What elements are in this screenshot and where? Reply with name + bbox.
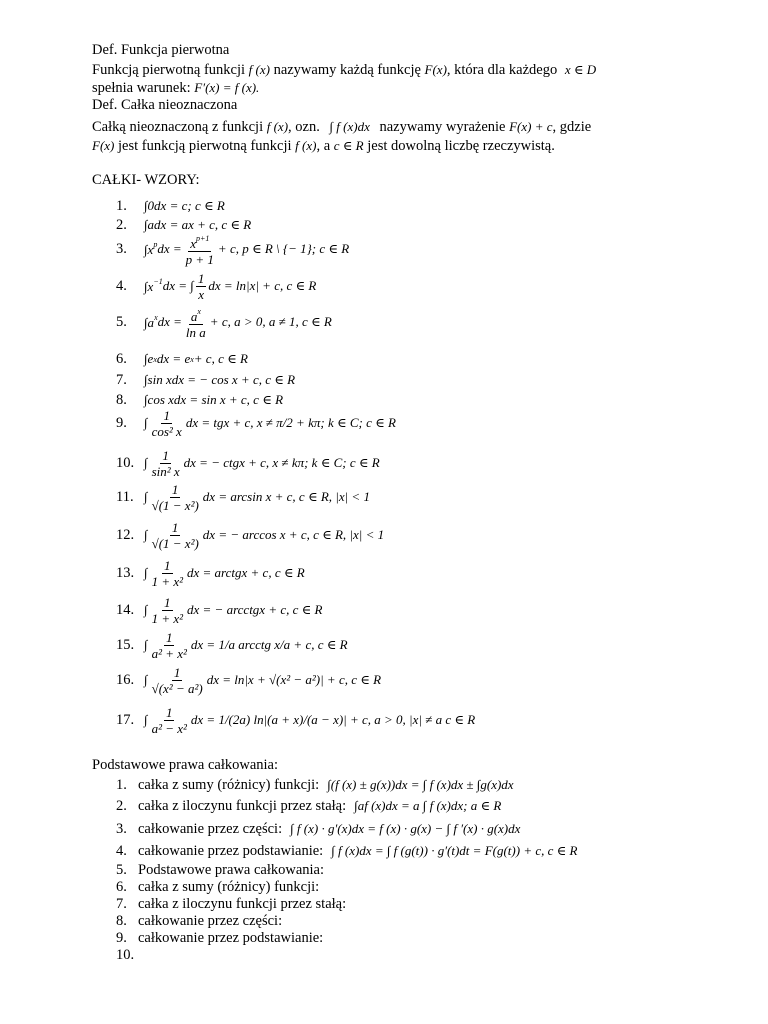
rule-number: 9. [116, 930, 127, 946]
rule-number: 4. [116, 843, 127, 859]
fraction: $\frac{1}{\text{a² − x²}}$ [151, 704, 187, 736]
rule-label: całka z iloczynu funkcji przez stałą: [138, 798, 347, 814]
rule-item [116, 843, 577, 860]
rule-number: 5. [116, 862, 127, 878]
formula-item [116, 556, 305, 590]
rules-heading: Podstawowe prawa całkowania: [92, 757, 279, 773]
formula-number: 13. [116, 564, 135, 581]
formula-item [116, 593, 322, 627]
rule-item [116, 947, 138, 964]
formula-item [116, 703, 475, 737]
rule-label: całkowanie przez podstawianie: [138, 843, 324, 859]
math-fx: f (x) [248, 62, 270, 77]
formula-number: 11. [116, 488, 134, 505]
formula-number: 10. [116, 454, 135, 471]
formula-expression: ∫sin xdx = − cos x + c, c ∈ R [144, 372, 296, 387]
formula-expression: ∫ $\frac{1}{\text{a² + x²}}$ dx = 1/a arcctg x/a + c, c ∈ R [144, 629, 348, 661]
formula-number: 1. [116, 197, 127, 214]
rule-formula: ∫af (x)dx = a ∫ f (x)dx; a ∈ R [354, 798, 502, 813]
rule-formula: ∫ f (x) · g′(x)dx = f (x) · g(x) − ∫ f ′(x) · g(x)dx [290, 821, 521, 836]
formula-number: 14. [116, 601, 135, 618]
formula-item [116, 628, 348, 662]
rule-number: 8. [116, 913, 127, 929]
formula-item [116, 406, 396, 440]
formula-expression: ∫adx = ax + c, c ∈ R [144, 217, 252, 232]
formula-expression: $\int a^x$ dx = $\frac{a^x}{\text{ln a}}$ + c, a > 0, a ≠ 1, c ∈ R [144, 304, 332, 340]
fraction: $\frac{1}{\text{1 + x²}}$ [151, 594, 184, 626]
formula-item [116, 663, 381, 697]
rule-label: całkowanie przez podstawianie: [138, 930, 324, 946]
formula-number: 4. [116, 277, 127, 294]
formula-expression: $\int x^{-1}$ dx = ∫ $\frac{1}{x}$ dx = ln|x| + c, c ∈ R [144, 270, 317, 302]
fraction: $\frac{1}{x}$ [197, 270, 205, 302]
formula-expression: ∫ $\frac{1}{\text{√(1 − x²)}}$ dx = − arccos x + c, c ∈ R, |x| < 1 [144, 519, 385, 551]
formula-number: 8. [116, 391, 127, 408]
fraction: $\frac{1}{\text{1 + x²}}$ [151, 557, 184, 589]
formula-expression: ∫0dx = c; c ∈ R [144, 198, 225, 213]
def2-text-d: , gdzie [552, 119, 592, 135]
def1-text-b: nazywamy każdą funkcję [273, 62, 421, 78]
formula-item [116, 232, 349, 266]
formula-item [116, 446, 380, 480]
formula-item [116, 518, 384, 552]
rule-number: 6. [116, 879, 127, 895]
math-Fx-2: F(x) [92, 138, 115, 153]
fraction: $\frac{1}{\text{√(1 − x²)}}$ [151, 519, 199, 551]
def2-text-g: jest dowolną liczbę rzeczywistą. [367, 138, 555, 154]
rule-item [116, 913, 282, 930]
rule-number: 1. [116, 777, 127, 793]
formula-expression: $\int x^p$ dx = $\frac{x^{p+1}}{p + 1}$ + c, p ∈ R \ {− 1}; c ∈ R [144, 231, 349, 267]
formula-expression: ∫ $\frac{1}{\text{1 + x²}}$ dx = arctgx + c, c ∈ R [144, 557, 305, 589]
formula-expression: ∫ $\frac{1}{\text{√(x² − a²)}}$ dx = ln|x + √(x² − a²)| + c, c ∈ R [144, 664, 382, 696]
formula-number: 17. [116, 711, 135, 728]
formula-number: 6. [116, 350, 127, 367]
formula-number: 9. [116, 414, 127, 431]
math-cond: F′(x) = f (x). [194, 80, 260, 95]
def1-text-a: Funkcją pierwotną funkcji [92, 62, 246, 78]
def2-line1 [92, 118, 591, 136]
rule-item [116, 896, 346, 913]
formula-expression: ∫ $\frac{1}{\text{cos² x}}$ dx = tgx + c, x ≠ π/2 + kπ; k ∈ C; c ∈ R [144, 407, 396, 439]
def2-text-c: nazywamy wyrażenie [379, 119, 506, 135]
formula-number: 12. [116, 526, 135, 543]
def1-line1 [92, 61, 596, 79]
def2-title: Def. Całka nieoznaczona [92, 97, 238, 113]
def2-text-f: , a [316, 138, 331, 154]
formula-number: 3. [116, 240, 127, 257]
rule-label: całka z sumy (różnicy) funkcji: [138, 879, 320, 895]
formula-number: 16. [116, 671, 135, 688]
formula-number: 7. [116, 371, 127, 388]
formula-item [116, 269, 316, 303]
rule-number: 3. [116, 821, 127, 837]
formula-expression: ∫ $\frac{1}{\text{1 + x²}}$ dx = − arcctgx + c, c ∈ R [144, 594, 323, 626]
rule-item [116, 862, 324, 879]
rule-item [116, 821, 520, 838]
formula-expression: ∫e x dx = e x + c, c ∈ R [144, 351, 248, 366]
math-fx-2: f (x) [266, 119, 289, 134]
math-intf: ∫ f (x)dx [329, 119, 370, 134]
formula-expression: ∫ $\frac{1}{\text{a² − x²}}$ dx = 1/(2a) ln|(a + x)/(a − x)| + c, a > 0, |x| ≠ a c ∈ R [144, 704, 476, 736]
rule-label: całkowanie przez części: [138, 821, 283, 837]
rule-label: całka z iloczynu funkcji przez stałą: [138, 896, 347, 912]
math-cR: c ∈ R [333, 138, 364, 153]
rule-item [116, 798, 501, 815]
rule-number: 2. [116, 798, 127, 814]
def1-line2 [92, 79, 259, 97]
rule-item [116, 879, 319, 896]
formulas-heading: CAŁKI- WZORY: [92, 172, 200, 188]
def1-text-c: , która dla każdego [446, 62, 558, 78]
formula-number: 15. [116, 636, 135, 653]
fraction: $\frac{a^x}{\text{ln a}}$ [184, 304, 208, 340]
rule-formula: ∫(f (x) ± g(x))dx = ∫ f (x)dx ± ∫g(x)dx [327, 777, 514, 792]
rule-number: 7. [116, 896, 127, 912]
rule-number: 10. [116, 947, 135, 963]
def1-title: Def. Funkcja pierwotna [92, 42, 230, 58]
fraction: $\frac{1}{\text{cos² x}}$ [151, 407, 182, 439]
formula-item [116, 480, 370, 514]
rule-label: całka z sumy (różnicy) funkcji: [138, 777, 320, 793]
math-Fx: F(x) [424, 62, 447, 77]
rule-label: Podstawowe prawa całkowania: [138, 862, 325, 878]
fraction: $\frac{1}{\text{√(x² − a²)}}$ [151, 664, 203, 696]
def2-text-e: jest funkcją pierwotną funkcji [118, 138, 292, 154]
def1-text-d: spełnia warunek: [92, 80, 191, 96]
math-xinD: x ∈ D [564, 62, 597, 77]
formula-expression: ∫ $\frac{1}{\text{sin² x}}$ dx = − ctgx + c, x ≠ kπ; k ∈ C; c ∈ R [144, 447, 380, 479]
fraction: $\frac{1}{\text{√(1 − x²)}}$ [151, 481, 199, 513]
rule-item [116, 777, 514, 794]
formula-item [116, 305, 332, 339]
formula-number: 5. [116, 313, 127, 330]
formula-expression: ∫cos xdx = sin x + c, c ∈ R [144, 392, 284, 407]
rule-item [116, 930, 323, 947]
fraction: $\frac{x^{p+1}}{p + 1}$ [184, 231, 216, 267]
rule-label: całkowanie przez części: [138, 913, 283, 929]
def2-line2 [92, 137, 555, 155]
def2-text-a: Całką nieoznaczoną z funkcji [92, 119, 264, 135]
formula-number: 2. [116, 216, 127, 233]
rule-formula: ∫ f (x)dx = ∫ f (g(t)) · g′(t)dt = F(g(t)) + c, c ∈ R [331, 843, 578, 858]
fraction: $\frac{1}{\text{a² + x²}}$ [151, 629, 187, 661]
math-fx-3: f (x) [295, 138, 317, 153]
fraction: $\frac{1}{\text{sin² x}}$ [151, 447, 180, 479]
def2-text-b: , ozn. [288, 119, 320, 135]
math-Fxc: F(x) + c [509, 119, 553, 134]
formula-expression: ∫ $\frac{1}{\text{√(1 − x²)}}$ dx = arcsin x + c, c ∈ R, |x| < 1 [144, 481, 370, 513]
